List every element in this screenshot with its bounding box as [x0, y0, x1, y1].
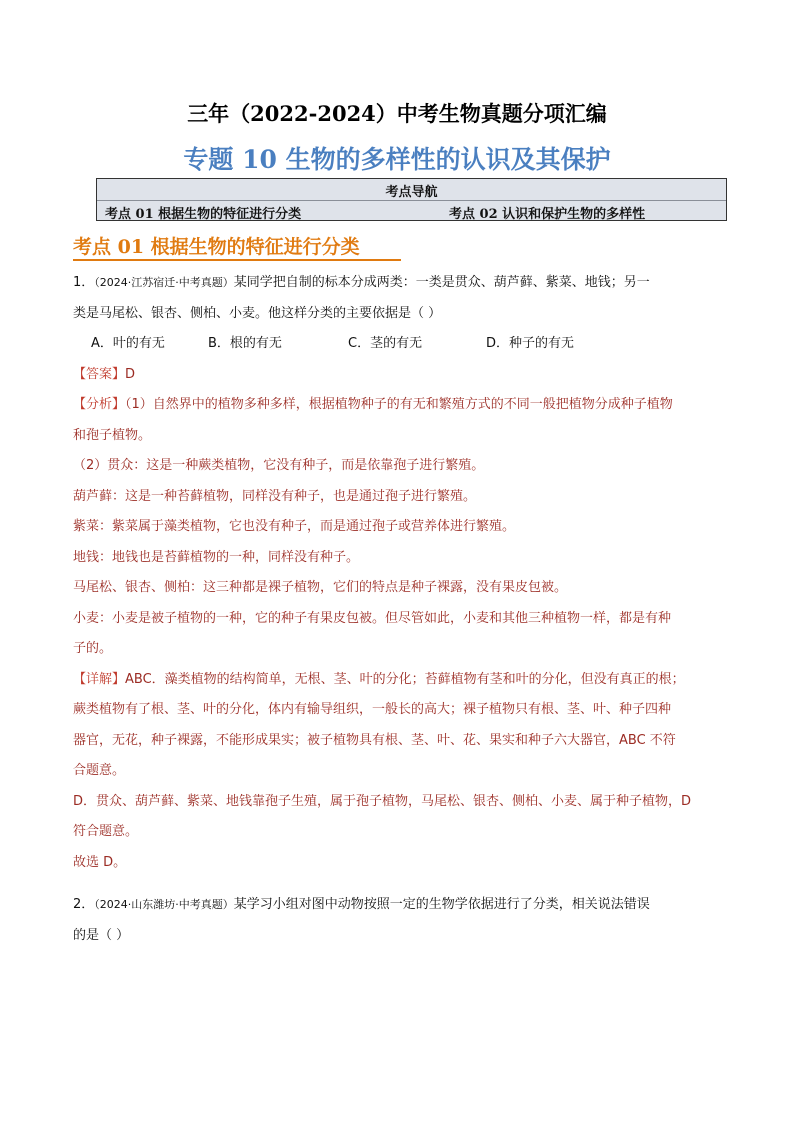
detail-line-5: D．贯众、葫芦藓、紫菜、地钱靠孢子生殖，属于孢子植物，马尾松、银杏、侧柏、小麦、属于种子植物，D	[73, 793, 692, 809]
topic-title: 专题 10 生物的多样性的认识及其保护	[183, 145, 611, 174]
question-number: 1．	[73, 275, 95, 290]
question-stem-line: 某同学把自制的标本分成两类：一类是贯众、葫芦藓、紫菜、地钱；另一	[233, 275, 650, 290]
detail-text: ABC．藻类植物的结构简单，无根、茎、叶的分化；苔藓植物有茎和叶的分化，但没有真正的根；	[125, 671, 685, 687]
question-2	[73, 890, 741, 951]
section-heading: 考点 01 根据生物的特征进行分类	[73, 236, 360, 258]
document-title: 三年（2022-2024）中考生物真题分项汇编	[187, 101, 607, 126]
detail-line-2: 蕨类植物有了根、茎、叶的分化，体内有输导组织，一般长的高大；裸子植物只有根、茎、叶、种子四种	[73, 702, 672, 717]
question-source: （2024·山东潍坊·中考真题）	[94, 898, 234, 911]
analysis-line-6: 地钱：地钱也是苔藓植物的一种，同样没有种子。	[73, 549, 360, 565]
option-c: C．茎的有无	[348, 336, 423, 351]
question-1-stem-cont: 类是马尾松、银杏、侧柏、小麦。他这样分类的主要依据是（ ）	[73, 305, 442, 321]
analysis-line-5: 紫菜：紫菜属于藻类植物，它也没有种子，而是通过孢子或营养体进行繁殖。	[73, 519, 516, 534]
analysis-tag: 【分析】	[73, 397, 126, 412]
detail-line-1	[73, 665, 741, 696]
question-1-options	[73, 329, 741, 360]
analysis-line-4: 葫芦藓：这是一种苔藓植物，同样没有种子，也是通过孢子进行繁殖。	[73, 488, 477, 504]
nav-item-topic-01: 考点 01 根据生物的特征进行分类	[105, 207, 302, 222]
topic-navigation-table	[96, 178, 727, 221]
analysis-line-9: 子的。	[73, 641, 113, 656]
question-number: 2．	[73, 897, 95, 912]
nav-header: 考点导航	[385, 185, 438, 200]
question-2-stem	[73, 890, 741, 921]
section-underline	[73, 259, 401, 261]
detail-line-4: 合题意。	[73, 763, 126, 778]
answer-line	[73, 360, 741, 391]
option-a: A．叶的有无	[91, 336, 165, 351]
answer-value: D	[125, 366, 136, 382]
question-source: （2024·江苏宿迁·中考真题）	[94, 276, 234, 289]
analysis-line-1	[73, 390, 741, 421]
analysis-line-7: 马尾松、银杏、侧柏：这三种都是裸子植物，它们的特点是种子裸露，没有果皮包被。	[73, 580, 568, 595]
answer-tag: 【答案】	[73, 366, 126, 382]
question-1	[73, 268, 741, 878]
detail-tag: 【详解】	[73, 671, 126, 687]
detail-line-7: 故选 D。	[73, 854, 127, 870]
analysis-line-8: 小麦：小麦是被子植物的一种，它的种子有果皮包被。但尽管如此，小麦和其他三种植物一样，都是有种	[73, 610, 672, 626]
question-stem-line: 某学习小组对图中动物按照一定的生物学依据进行了分类，相关说法错误	[233, 897, 650, 912]
analysis-line-2: 和孢子植物。	[73, 427, 152, 443]
nav-divider	[97, 200, 726, 201]
analysis-line-3: （2）贯众：这是一种蕨类植物，它没有种子，而是依靠孢子进行繁殖。	[73, 458, 485, 473]
detail-line-6: 符合题意。	[73, 824, 139, 839]
analysis-text: （1）自然界中的植物多种多样，根据植物种子的有无和繁殖方式的不同一般把植物分成种子植物	[125, 397, 673, 412]
option-d: D．种子的有无	[486, 336, 575, 351]
question-2-stem-cont: 的是（ ）	[73, 927, 130, 943]
detail-line-3: 器官，无花，种子裸露，不能形成果实；被子植物具有根、茎、叶、花、果实和种子六大器官，ABC 不符	[73, 732, 676, 748]
nav-item-topic-02: 考点 02 认识和保护生物的多样性	[449, 207, 646, 222]
question-1-stem	[73, 268, 741, 299]
option-b: B．根的有无	[208, 336, 282, 351]
